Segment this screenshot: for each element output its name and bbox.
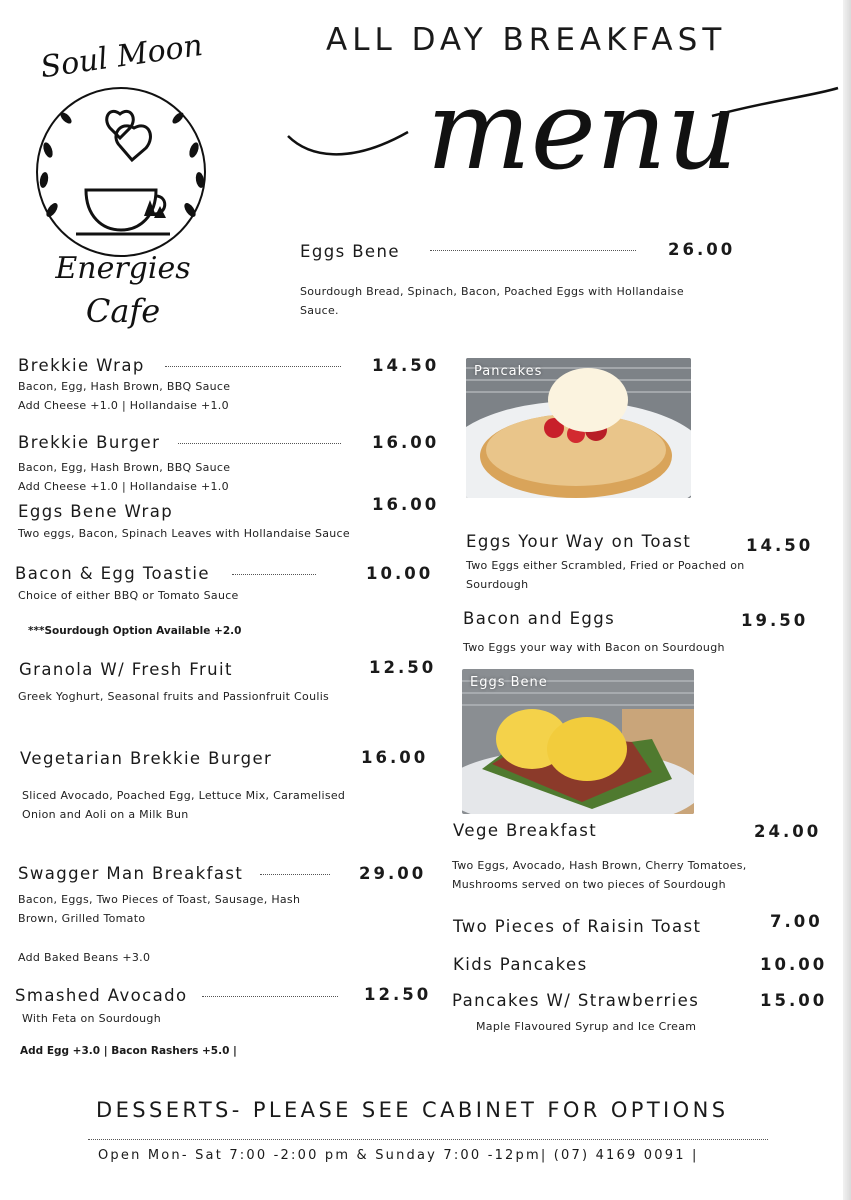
- item-name-eggs-bene-wrap: Eggs Bene Wrap: [18, 502, 174, 521]
- logo-text-line2: Energies: [55, 251, 191, 286]
- sourdough-note: ***Sourdough Option Available +2.0: [28, 625, 242, 637]
- item-price-bacon-eggs: 19.50: [741, 611, 809, 630]
- menu-headline: ALL DAY BREAKFAST: [326, 22, 727, 58]
- item-name-brekkie-burger: Brekkie Burger: [18, 433, 161, 452]
- footer-divider: [88, 1139, 768, 1140]
- item-name-toastie: Bacon & Egg Toastie: [15, 564, 210, 583]
- page-edge-shadow: [843, 0, 851, 1200]
- item-name-swagger: Swagger Man Breakfast: [18, 864, 244, 883]
- item-desc-veg-burger: Onion and Aoli on a Milk Bun: [22, 808, 189, 821]
- item-name-kids-pancakes: Kids Pancakes: [453, 955, 588, 974]
- item-desc-veg-burger: Sliced Avocado, Poached Egg, Lettuce Mix, Caramelised: [22, 789, 346, 802]
- leader-dots: [430, 250, 636, 251]
- item-desc-brekkie-wrap: Add Cheese +1.0 | Hollandaise +1.0: [18, 399, 229, 412]
- item-price-brekkie-burger: 16.00: [372, 433, 440, 452]
- leader-dots: [178, 443, 341, 444]
- item-desc-pancakes-strawberries: Maple Flavoured Syrup and Ice Cream: [476, 1020, 697, 1033]
- desserts-banner: DESSERTS- PLEASE SEE CABINET FOR OPTIONS: [96, 1098, 729, 1122]
- item-price-smashed-avocado: 12.50: [364, 985, 432, 1004]
- item-desc-smashed-avocado: With Feta on Sourdough: [22, 1012, 161, 1025]
- item-desc-bacon-eggs: Two Eggs your way with Bacon on Sourdough: [463, 641, 725, 654]
- item-name-granola: Granola W/ Fresh Fruit: [19, 660, 233, 679]
- item-desc-vege-breakfast: Mushrooms served on two pieces of Sourdough: [452, 878, 726, 891]
- eggs-bene-photo-caption: Eggs Bene: [470, 675, 548, 690]
- item-name-brekkie-wrap: Brekkie Wrap: [18, 356, 145, 375]
- pancakes-photo-caption: Pancakes: [474, 364, 543, 379]
- leader-dots: [202, 996, 338, 997]
- cafe-logo: [18, 20, 228, 340]
- item-desc-brekkie-wrap: Bacon, Egg, Hash Brown, BBQ Sauce: [18, 380, 231, 393]
- item-name-eggs-bene: Eggs Bene: [300, 242, 400, 261]
- opening-hours: Open Mon- Sat 7:00 -2:00 pm & Sunday 7:00 -12pm| (07) 4169 0091 |: [98, 1148, 699, 1163]
- item-desc-granola: Greek Yoghurt, Seasonal fruits and Passionfruit Coulis: [18, 690, 330, 703]
- item-desc-eggs-bene-wrap: Two eggs, Bacon, Spinach Leaves with Hollandaise Sauce: [18, 527, 350, 540]
- item-price-granola: 12.50: [369, 658, 437, 677]
- item-desc-brekkie-burger: Bacon, Egg, Hash Brown, BBQ Sauce: [18, 461, 231, 474]
- item-price-kids-pancakes: 10.00: [760, 955, 828, 974]
- item-desc-swagger: Bacon, Eggs, Two Pieces of Toast, Sausage, Hash: [18, 893, 301, 906]
- item-name-pancakes-strawberries: Pancakes W/ Strawberries: [452, 991, 700, 1010]
- addons-note: Add Egg +3.0 | Bacon Rashers +5.0 |: [20, 1045, 237, 1057]
- leader-dots: [165, 366, 341, 367]
- item-desc-brekkie-burger: Add Cheese +1.0 | Hollandaise +1.0: [18, 480, 229, 493]
- logo-text-line3: Cafe: [85, 292, 161, 330]
- item-name-veg-burger: Vegetarian Brekkie Burger: [20, 749, 273, 768]
- eggs-bene-photo: [462, 669, 694, 814]
- item-name-bacon-eggs: Bacon and Eggs: [463, 609, 616, 628]
- item-desc-eggs-toast: Sourdough: [466, 578, 529, 591]
- item-price-toastie: 10.00: [366, 564, 434, 583]
- item-desc-eggs-bene: Sauce.: [300, 304, 339, 317]
- item-name-eggs-toast: Eggs Your Way on Toast: [466, 532, 692, 551]
- item-price-eggs-toast: 14.50: [746, 536, 814, 555]
- item-desc-eggs-bene: Sourdough Bread, Spinach, Bacon, Poached Eggs with Hollandaise: [300, 285, 684, 298]
- item-price-veg-burger: 16.00: [361, 748, 429, 767]
- item-price-brekkie-wrap: 14.50: [372, 356, 440, 375]
- item-price-raisin-toast: 7.00: [770, 912, 823, 931]
- leader-dots: [232, 574, 316, 575]
- logo-text-line1: Soul Moon: [38, 27, 205, 86]
- menu-script-title: [282, 76, 842, 196]
- leader-dots: [260, 874, 330, 875]
- pancakes-photo: [466, 358, 691, 498]
- item-price-eggs-bene-wrap: 16.00: [372, 495, 440, 514]
- item-desc-eggs-toast: Two Eggs either Scrambled, Fried or Poached on: [466, 559, 745, 572]
- item-desc-swagger: Brown, Grilled Tomato: [18, 912, 146, 925]
- item-price-pancakes-strawberries: 15.00: [760, 991, 828, 1010]
- item-desc-toastie: Choice of either BBQ or Tomato Sauce: [18, 589, 239, 602]
- menu-script-word: menu: [426, 76, 738, 194]
- item-price-eggs-bene: 26.00: [668, 240, 736, 259]
- item-price-vege-breakfast: 24.00: [754, 822, 822, 841]
- item-name-vege-breakfast: Vege Breakfast: [453, 821, 598, 840]
- item-price-swagger: 29.00: [359, 864, 427, 883]
- item-name-raisin-toast: Two Pieces of Raisin Toast: [453, 917, 702, 936]
- item-addon-swagger: Add Baked Beans +3.0: [18, 951, 151, 964]
- item-desc-vege-breakfast: Two Eggs, Avocado, Hash Brown, Cherry Tomatoes,: [452, 859, 747, 872]
- item-name-smashed-avocado: Smashed Avocado: [15, 986, 188, 1005]
